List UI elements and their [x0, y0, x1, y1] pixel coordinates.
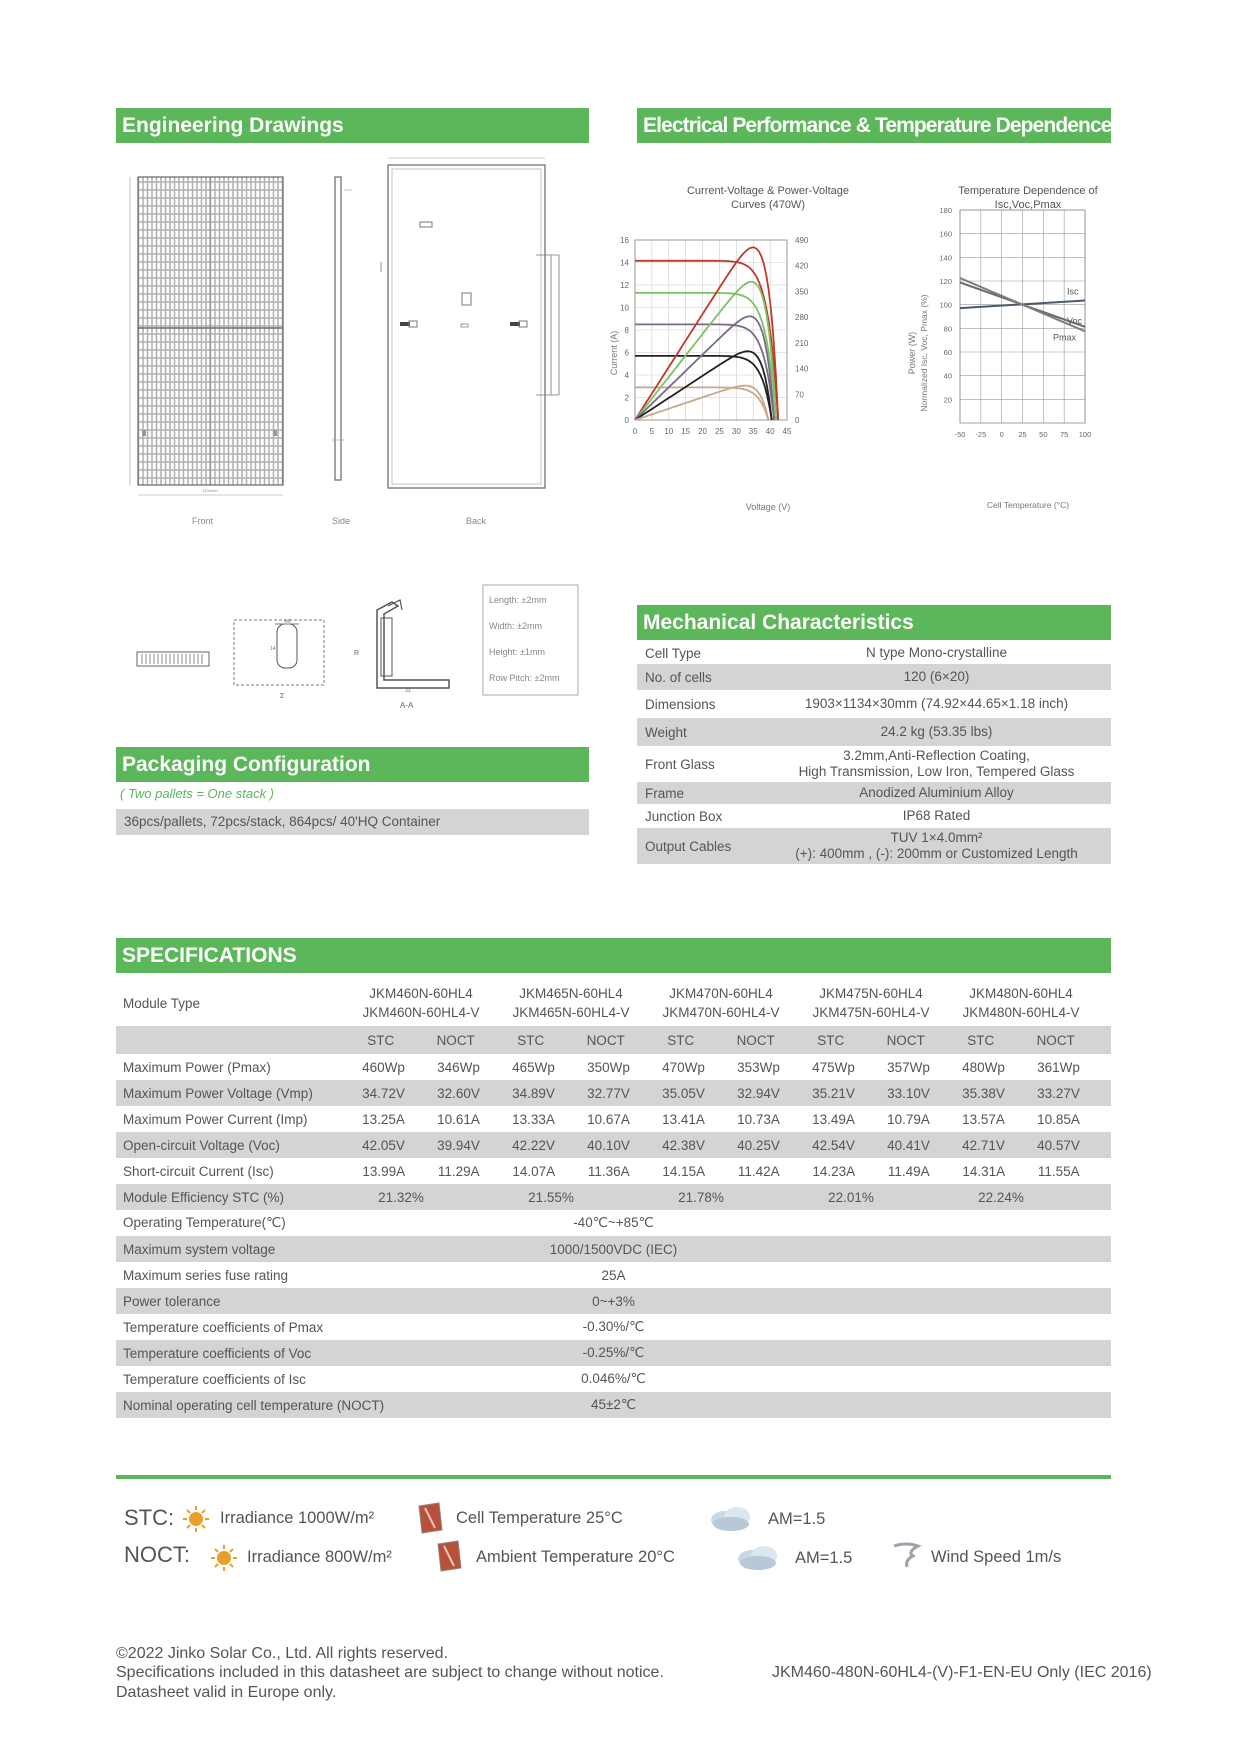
spec-row [116, 1340, 1111, 1366]
packaging-configuration-header: Packaging Configuration [116, 747, 589, 782]
temp-chart-xlabel: Cell Temperature (°C) [986, 500, 1070, 510]
noct-value: 10.67A [587, 1111, 630, 1127]
temp-x-tick-label: 100 [1078, 430, 1092, 439]
noct-air-mass: AM=1.5 [795, 1549, 853, 1567]
spec-value: -40℃~+85℃ [573, 1215, 654, 1230]
model-name-v: JKM480N-60HL4-V [962, 1005, 1080, 1020]
spec-value-pair [646, 1138, 796, 1153]
model-name: JKM465N-60HL4 [519, 986, 623, 1001]
efficiency-cell [796, 1190, 946, 1205]
mech-label: Weight [645, 724, 687, 740]
front-label: Front [192, 516, 214, 526]
mechanical-characteristics-header: Mechanical Characteristics [637, 605, 1111, 640]
noct-value: 11.55A [1037, 1163, 1080, 1179]
spec-row-efficiency [116, 1184, 1111, 1210]
svg-text:A-A: A-A [400, 701, 414, 710]
mech-label: Frame [645, 785, 685, 801]
spec-row [116, 1158, 1111, 1184]
stc-noct-cell [946, 1033, 1096, 1048]
mech-value [762, 696, 1111, 712]
model-name: JKM460N-60HL4 [369, 986, 473, 1001]
temp-y-tick-label: 160 [939, 229, 952, 239]
spec-row [116, 1262, 1111, 1288]
mech-value [762, 669, 1111, 685]
validity-note: Datasheet valid in Europe only. [116, 1684, 337, 1701]
temp-x-tick-label: 25 [1018, 430, 1027, 439]
svg-text:R: R [354, 650, 360, 657]
noct-value: 32.77V [587, 1085, 630, 1101]
stc-header: STC [517, 1032, 545, 1048]
model-name-cell [496, 984, 646, 1022]
spec-row [116, 1366, 1111, 1392]
stc-header: STC [367, 1032, 395, 1048]
svg-text:33: 33 [405, 688, 411, 694]
spec-label: Module Efficiency STC (%) [123, 1189, 285, 1205]
noct-value: 346Wp [437, 1059, 480, 1075]
spec-value: 0~+3% [592, 1293, 635, 1309]
noct-value: 353Wp [737, 1059, 780, 1075]
stc-header: STC [667, 1032, 695, 1048]
tolerance-width: Width: ±2mm [489, 621, 542, 631]
spec-value-pair [346, 1138, 496, 1153]
iv-pv-chart [600, 178, 917, 518]
mech-row [637, 828, 1111, 864]
efficiency-value: 21.32% [378, 1189, 424, 1205]
mechanical-table [637, 642, 1111, 864]
mech-value [762, 830, 1111, 862]
mech-value-line: High Transmission, Low Iron, Tempered Glass [798, 764, 1075, 779]
noct-header: NOCT [736, 1032, 775, 1048]
iv-chart-title-2: Curves (470W) [731, 199, 805, 211]
mech-value-line: 24.2 kg (53.35 lbs) [880, 724, 993, 739]
mech-row [637, 642, 1111, 664]
temp-series-label: Isc [1067, 286, 1079, 297]
model-name-v: JKM465N-60HL4-V [512, 1005, 630, 1020]
iv-chart-title-1: Current-Voltage & Power-Voltage [686, 185, 850, 197]
sun-icon [209, 1543, 239, 1573]
mech-label: Cell Type [645, 645, 702, 661]
temp-x-tick-label: 75 [1059, 430, 1069, 439]
spec-label: Power tolerance [123, 1293, 221, 1309]
stc-value: 34.89V [512, 1085, 555, 1101]
noct-ambient-temperature: Ambient Temperature 20°C [476, 1548, 675, 1566]
spec-label: Temperature coefficients of Voc [123, 1345, 312, 1361]
copyright: ©2022 Jinko Solar Co., Ltd. All rights reserved. [116, 1645, 448, 1662]
efficiency-cell [646, 1190, 796, 1205]
spec-value-pair [946, 1060, 1096, 1075]
tolerance-row-pitch: Row Pitch: ±2mm [489, 673, 560, 683]
temp-x-tick-label: -25 [975, 430, 987, 439]
mech-value-line: N type Mono-crystalline [865, 645, 1008, 660]
mech-value [762, 808, 1111, 824]
mech-label: Front Glass [645, 756, 715, 772]
iv-x-tick-label: 40 [765, 427, 775, 436]
iv-x-tick-label: 30 [731, 427, 741, 436]
model-name-cell [946, 984, 1096, 1022]
iv-x-tick-label: 20 [698, 427, 708, 436]
noct-value: 33.10V [887, 1085, 930, 1101]
iv-y-tick-label: 10 [620, 303, 629, 313]
temp-y-tick-label: 60 [943, 348, 952, 357]
stc-value: 14.23A [812, 1163, 856, 1179]
iv-y2-tick-label: 140 [795, 364, 809, 374]
model-name-v: JKM470N-60HL4-V [662, 1005, 780, 1020]
spec-label: Short-circuit Current (Isc) [123, 1163, 274, 1179]
mech-label: No. of cells [645, 669, 712, 685]
stc-noct-cell [346, 1033, 496, 1048]
stc-value: 35.21V [812, 1085, 855, 1101]
temp-x-tick-label: 0 [999, 430, 1004, 439]
mech-row [637, 718, 1111, 746]
stc-value: 42.54V [812, 1137, 855, 1153]
stc-value: 35.05V [662, 1085, 705, 1101]
spec-value-pair [496, 1138, 646, 1153]
noct-value: 350Wp [587, 1059, 630, 1075]
iv-x-tick-label: 5 [649, 427, 655, 436]
wind-icon [891, 1540, 921, 1570]
noct-header: NOCT [886, 1032, 925, 1048]
model-name: JKM475N-60HL4 [819, 986, 923, 1001]
iv-y-tick-label: 14 [620, 258, 629, 268]
svg-text:1134mm: 1134mm [202, 488, 218, 493]
model-name-v: JKM475N-60HL4-V [812, 1005, 930, 1020]
spec-row [116, 1080, 1111, 1106]
temp-y-tick-label: 120 [939, 277, 952, 286]
iv-curve [635, 387, 768, 420]
temp-series-label: Pmax [1053, 332, 1077, 343]
noct-wind-speed: Wind Speed 1m/s [931, 1548, 1062, 1566]
tolerance-length: Length: ±2mm [489, 595, 547, 605]
efficiency-value: 21.55% [528, 1189, 574, 1205]
noct-value: 40.10V [587, 1137, 630, 1153]
spec-value-pair [496, 1060, 646, 1075]
cloud-icon [734, 1543, 782, 1571]
packaging-row: 36pcs/pallets, 72pcs/stack, 864pcs/ 40'HQ Container [116, 809, 589, 835]
engineering-drawings-header: Engineering Drawings [116, 108, 589, 143]
stc-header: STC [967, 1032, 995, 1048]
temp-y-tick-label: 180 [939, 206, 952, 215]
iv-chart-ylabel-right: Power (W) [907, 331, 917, 375]
spec-value: 45±2℃ [590, 1397, 637, 1412]
iv-x-tick-label: 15 [681, 427, 691, 436]
spec-row [116, 1392, 1111, 1418]
model-name-cell [346, 984, 496, 1022]
noct-value: 361Wp [1037, 1059, 1080, 1075]
iv-y2-tick-label: 0 [795, 416, 800, 425]
specifications-table [116, 980, 1111, 1418]
iv-y-tick-label: 6 [624, 348, 629, 358]
mech-value-line: (+): 400mm , (-): 200mm or Customized Length [795, 846, 1078, 861]
temp-y-tick-label: 140 [939, 253, 952, 263]
model-name-v: JKM460N-60HL4-V [362, 1005, 480, 1020]
iv-y2-tick-label: 70 [795, 390, 804, 400]
stc-value: 42.05V [362, 1137, 405, 1153]
tolerance-height: Height: ±1mm [489, 647, 545, 657]
back-label: Back [466, 516, 487, 526]
spec-row [116, 1054, 1111, 1080]
spec-row [116, 1132, 1111, 1158]
stc-value: 42.22V [512, 1137, 555, 1153]
spec-value: -0.25%/℃ [582, 1345, 645, 1360]
spec-value-pair [796, 1164, 946, 1179]
spec-label: Maximum Power (Pmax) [123, 1059, 271, 1075]
spec-value-pair [346, 1164, 496, 1179]
pv-curve [635, 247, 778, 420]
noct-value: 40.25V [737, 1137, 780, 1153]
iv-chart-xlabel: Voltage (V) [745, 502, 791, 512]
spec-value: -0.30%/℃ [582, 1319, 645, 1334]
iv-y2-tick-label: 350 [795, 287, 809, 297]
connector-detail [137, 652, 209, 666]
temp-x-tick-label: 50 [1039, 430, 1048, 439]
mech-value [762, 748, 1111, 780]
mech-value-line: 1903×1134×30mm (74.92×44.65×1.18 inch) [804, 696, 1069, 711]
noct-irradiance: Irradiance 800W/m² [247, 1548, 392, 1566]
noct-header: NOCT [1036, 1032, 1075, 1048]
spec-row [116, 1314, 1111, 1340]
noct-value: 40.41V [887, 1137, 930, 1153]
iv-chart-ylabel-left: Current (A) [609, 330, 619, 376]
spec-value: 25A [601, 1267, 626, 1283]
spec-value-pair [796, 1060, 946, 1075]
efficiency-value: 21.78% [678, 1189, 724, 1205]
noct-value: 32.60V [437, 1085, 480, 1101]
spec-value-pair [796, 1138, 946, 1153]
stc-value: 480Wp [962, 1059, 1005, 1075]
stc-value: 14.07A [512, 1163, 556, 1179]
stc-value: 475Wp [812, 1059, 855, 1075]
iv-x-tick-label: 10 [664, 427, 674, 436]
side-view [332, 177, 352, 480]
model-name-cell [796, 984, 946, 1022]
mech-row [637, 746, 1111, 782]
spec-label: Maximum Power Voltage (Vmp) [123, 1085, 313, 1101]
iv-y2-tick-label: 210 [795, 338, 809, 348]
spec-label: Open-circuit Voltage (Voc) [123, 1137, 280, 1153]
svg-text:Φ6: Φ6 [284, 619, 291, 625]
stc-value: 470Wp [662, 1059, 705, 1075]
sun-icon [181, 1504, 211, 1534]
model-name: JKM470N-60HL4 [669, 986, 773, 1001]
spec-value-pair [496, 1086, 646, 1101]
mech-value-line: 120 (6×20) [903, 669, 970, 684]
mech-label: Output Cables [645, 838, 732, 854]
iv-x-tick-label: 0 [632, 427, 638, 436]
spec-value-pair [646, 1164, 796, 1179]
spec-value-pair [796, 1086, 946, 1101]
mech-row [637, 690, 1111, 718]
spec-value-pair [346, 1060, 496, 1075]
stc-noct-cell [796, 1033, 946, 1048]
spec-value-pair [946, 1138, 1096, 1153]
stc-header: STC [817, 1032, 845, 1048]
svg-text:Σ: Σ [280, 693, 285, 700]
spec-value: 0.046%/℃ [581, 1371, 646, 1386]
module-drawings [116, 150, 589, 530]
spec-row [116, 1236, 1111, 1262]
mech-value [762, 785, 1111, 801]
stc-noct-cell [496, 1033, 646, 1048]
stc-cell-temperature: Cell Temperature 25°C [456, 1509, 623, 1527]
noct-value: 11.49A [887, 1163, 930, 1179]
iv-y2-tick-label: 490 [795, 236, 809, 245]
model-name: JKM480N-60HL4 [969, 986, 1073, 1001]
spec-label: Temperature coefficients of Isc [123, 1371, 306, 1387]
efficiency-cell [496, 1190, 646, 1205]
temp-chart-ylabel: Normalized Isc, Voc, Pmax (%) [919, 294, 929, 412]
iv-y-tick-label: 0 [624, 416, 629, 425]
spec-label: Nominal operating cell temperature (NOCT) [123, 1397, 385, 1413]
specifications-header: SPECIFICATIONS [116, 938, 1111, 973]
stc-value: 465Wp [512, 1059, 555, 1075]
model-name-cell [646, 984, 796, 1022]
spec-value-pair [496, 1112, 646, 1127]
noct-value: 11.36A [587, 1163, 630, 1179]
noct-value: 40.57V [1037, 1137, 1080, 1153]
noct-value: 10.79A [887, 1111, 930, 1127]
noct-value: 10.73A [737, 1111, 780, 1127]
mech-value-line: IP68 Rated [902, 808, 971, 823]
back-view [381, 158, 559, 488]
frame-profile-detail [354, 600, 449, 710]
iv-y-tick-label: 4 [624, 371, 629, 380]
spec-value-pair [346, 1086, 496, 1101]
spec-value: 1000/1500VDC (IEC) [549, 1241, 678, 1257]
iv-y2-tick-label: 420 [795, 261, 809, 271]
stc-noct-cell [646, 1033, 796, 1048]
spec-label: Maximum system voltage [123, 1241, 276, 1257]
iv-x-tick-label: 45 [782, 427, 792, 436]
mech-row [637, 804, 1111, 828]
efficiency-value: 22.24% [978, 1189, 1024, 1205]
spec-row [116, 1210, 1111, 1236]
iv-x-tick-label: 35 [748, 427, 758, 436]
mech-label: Dimensions [645, 696, 716, 712]
stc-value: 14.15A [662, 1163, 706, 1179]
stc-value: 34.72V [362, 1085, 405, 1101]
stc-irradiance: Irradiance 1000W/m² [220, 1509, 375, 1527]
efficiency-cell [346, 1190, 496, 1205]
temp-series-label: Voc [1067, 315, 1083, 326]
thermometer-icon [434, 1540, 464, 1572]
spec-value-pair [646, 1112, 796, 1127]
spec-value-pair [796, 1112, 946, 1127]
temp-y-tick-label: 100 [939, 300, 952, 310]
iv-y-tick-label: 12 [620, 281, 629, 290]
mech-value-line: Anodized Aluminium Alloy [859, 785, 1014, 800]
iv-y-tick-label: 2 [624, 393, 629, 403]
mech-value [762, 645, 1111, 661]
mech-row [637, 782, 1111, 804]
noct-label: NOCT: [124, 1542, 190, 1567]
noct-value: 11.29A [437, 1163, 480, 1179]
stc-value: 13.99A [362, 1163, 406, 1179]
spec-value-pair [646, 1086, 796, 1101]
temp-x-tick-label: -50 [954, 430, 966, 439]
spec-label: Temperature coefficients of Pmax [123, 1319, 324, 1335]
stc-value: 42.71V [962, 1137, 1005, 1153]
side-label: Side [332, 516, 351, 526]
noct-value: 39.94V [437, 1137, 480, 1153]
noct-value: 357Wp [887, 1059, 930, 1075]
stc-value: 13.25A [362, 1111, 405, 1127]
stc-value: 13.33A [512, 1111, 555, 1127]
temp-y-tick-label: 20 [943, 395, 952, 405]
stc-value: 42.38V [662, 1137, 705, 1153]
front-view [130, 177, 283, 495]
noct-value: 11.42A [737, 1163, 780, 1179]
packaging-note: ( Two pallets = One stack ) [120, 786, 275, 801]
efficiency-value: 22.01% [828, 1189, 874, 1205]
temp-chart-title-1: Temperature Dependence of [958, 185, 1098, 197]
stc-value: 460Wp [362, 1059, 405, 1075]
spec-label: Operating Temperature(℃) [123, 1215, 286, 1230]
mech-value-line: 3.2mm,Anti-Reflection Coating, [843, 748, 1030, 763]
thermometer-icon [415, 1502, 445, 1534]
stc-label: STC: [124, 1505, 175, 1530]
stc-value: 13.57A [962, 1111, 1005, 1127]
noct-value: 10.85A [1037, 1111, 1080, 1127]
spec-value-pair [946, 1164, 1096, 1179]
mech-label: Junction Box [645, 808, 723, 824]
temp-y-tick-label: 80 [943, 324, 952, 334]
spec-row-stc-noct [116, 1026, 1111, 1054]
noct-header: NOCT [586, 1032, 625, 1048]
iv-y-tick-label: 16 [620, 236, 629, 245]
spec-label: Module Type [123, 995, 201, 1011]
spec-value-pair [946, 1086, 1096, 1101]
cloud-icon [707, 1504, 755, 1532]
spec-value-pair [496, 1164, 646, 1179]
temp-chart-title-2: Isc,Voc,Pmax [994, 199, 1062, 211]
iv-x-tick-label: 25 [714, 427, 724, 436]
spec-value-pair [646, 1060, 796, 1075]
mech-row [637, 664, 1111, 690]
stc-value: 14.31A [962, 1163, 1006, 1179]
iv-y-tick-label: 8 [624, 326, 629, 335]
spec-row [116, 1288, 1111, 1314]
temp-y-tick-label: 40 [943, 371, 952, 381]
mech-value-line: TUV 1×4.0mm² [890, 830, 983, 845]
electrical-performance-header: Electrical Performance & Temperature Dependence [637, 108, 1111, 143]
spec-label: Maximum Power Current (Imp) [123, 1111, 308, 1127]
change-notice: Specifications included in this datasheet are subject to change without notice. [116, 1664, 664, 1681]
iv-y2-tick-label: 280 [795, 313, 809, 323]
noct-value: 32.94V [737, 1085, 780, 1101]
noct-value: 10.61A [437, 1111, 480, 1127]
divider [116, 1475, 1111, 1479]
stc-value: 13.49A [812, 1111, 855, 1127]
efficiency-cell [946, 1190, 1096, 1205]
spec-row-module-type [116, 980, 1111, 1026]
stc-air-mass: AM=1.5 [768, 1510, 826, 1528]
mech-value [762, 724, 1111, 740]
noct-header: NOCT [436, 1032, 475, 1048]
spec-label: Maximum series fuse rating [123, 1267, 289, 1283]
svg-text:14: 14 [270, 646, 276, 652]
mounting-hole-detail [234, 619, 324, 700]
stc-value: 35.38V [962, 1085, 1005, 1101]
spec-value-pair [946, 1112, 1096, 1127]
noct-value: 33.27V [1037, 1085, 1080, 1101]
stc-value: 13.41A [662, 1111, 705, 1127]
datasheet-code: JKM460-480N-60HL4-(V)-F1-EN-EU Only (IEC 2016) [772, 1664, 1152, 1681]
spec-value-pair [346, 1112, 496, 1127]
spec-row [116, 1106, 1111, 1132]
temperature-dependence-chart [915, 178, 1125, 518]
